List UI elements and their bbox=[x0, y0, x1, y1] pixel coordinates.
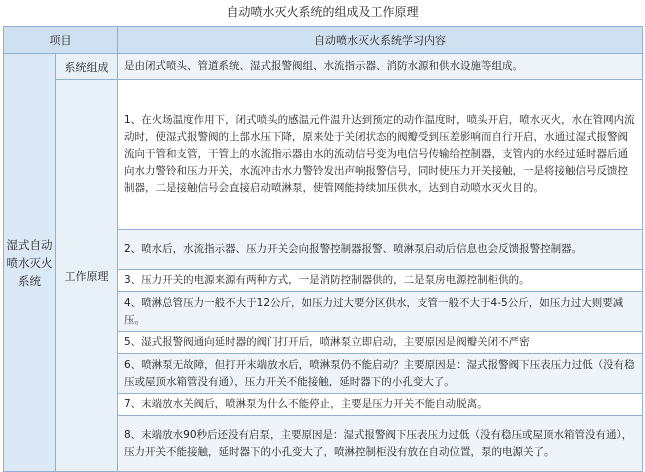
composition-text: 是由闭式喷头、管道系统、湿式报警阀组、水流指示器、消防水源和供水设施等组成。 bbox=[118, 54, 643, 80]
principle-item-3: 3、压力开关的电源来源有两种方式，一是消防控制器供的，二是泵房电源控制柜供的。 bbox=[118, 270, 643, 292]
header-row bbox=[4, 27, 643, 54]
principle-item-7: 7、末端放水关阀后，喷淋泵为什么不能停止，主要是压力开关不能自动脱离。 bbox=[118, 394, 643, 416]
page-title: 自动喷水灭火系统的组成及工作原理 bbox=[226, 5, 419, 19]
principle-item-2: 2、喷水后，水流指示器、压力开关会向报警控制器报警、喷淋泵启动后信息也会反馈报警控制器。 bbox=[118, 230, 643, 270]
system-label: 湿式自动喷水灭火系统 bbox=[4, 54, 56, 472]
principle-item-4: 4、喷淋总管压力一般不大于12公斤，如压力过大要分区供水，支管一般不大于4-5公斤，如压力过大则要减压。 bbox=[118, 292, 643, 332]
learning-table bbox=[3, 26, 643, 472]
principle-item-6: 6、喷淋泵无故障，但打开末端放水后，喷淋泵仍不能启动？主要原因是：湿式报警阀下压表压力过低（没有稳压或屋顶水箱管没有通），压力开关不能接触，延时器下的小孔变大了。 bbox=[118, 354, 643, 394]
principle-item-8: 8、末端放水90秒后还没有启泵，主要原因是：湿式报警阀下压表压力过低（没有稳压或屋顶水箱管没有通），压力开关不能接触，延时器下的小孔变大了，喷淋控制柜没有放在自动位置，泵的电源关了。 bbox=[118, 416, 643, 472]
composition-label: 系统组成 bbox=[56, 54, 118, 80]
principle-item-5: 5、湿式报警阀通向延时器的阀门打开后，喷淋泵立即启动，主要原因是阀瓣关闭不严密 bbox=[118, 332, 643, 354]
table-row bbox=[4, 80, 643, 230]
header-item: 项目 bbox=[4, 27, 118, 54]
principle-label: 工作原理 bbox=[56, 80, 118, 472]
table-row bbox=[4, 54, 643, 80]
principle-item-1: 1、在火场温度作用下，闭式喷头的感温元件温升达到预定的动作温度时，喷头开启，喷水灭火，水在管网内流动时，使湿式报警阀的上部水压下降，原来处于关闭状态的阀瓣受到压差影响而自行开启，水通过湿式报警阀流向干管和支管，干管上的水流指示器由水的流动信号变为电信号传输给控制器，支管内的水经过延时器后通向水力警铃和压力开关，水流冲击水力警铃发出声响报警信号，同时使压力开关接触，一是将接触信号反馈控制器，二是接触信号会直接启动喷淋泵，使管网能持续加压供水，达到自动喷水灭火目的。 bbox=[118, 80, 643, 230]
header-content: 自动喷水灭火系统学习内容 bbox=[118, 27, 643, 54]
